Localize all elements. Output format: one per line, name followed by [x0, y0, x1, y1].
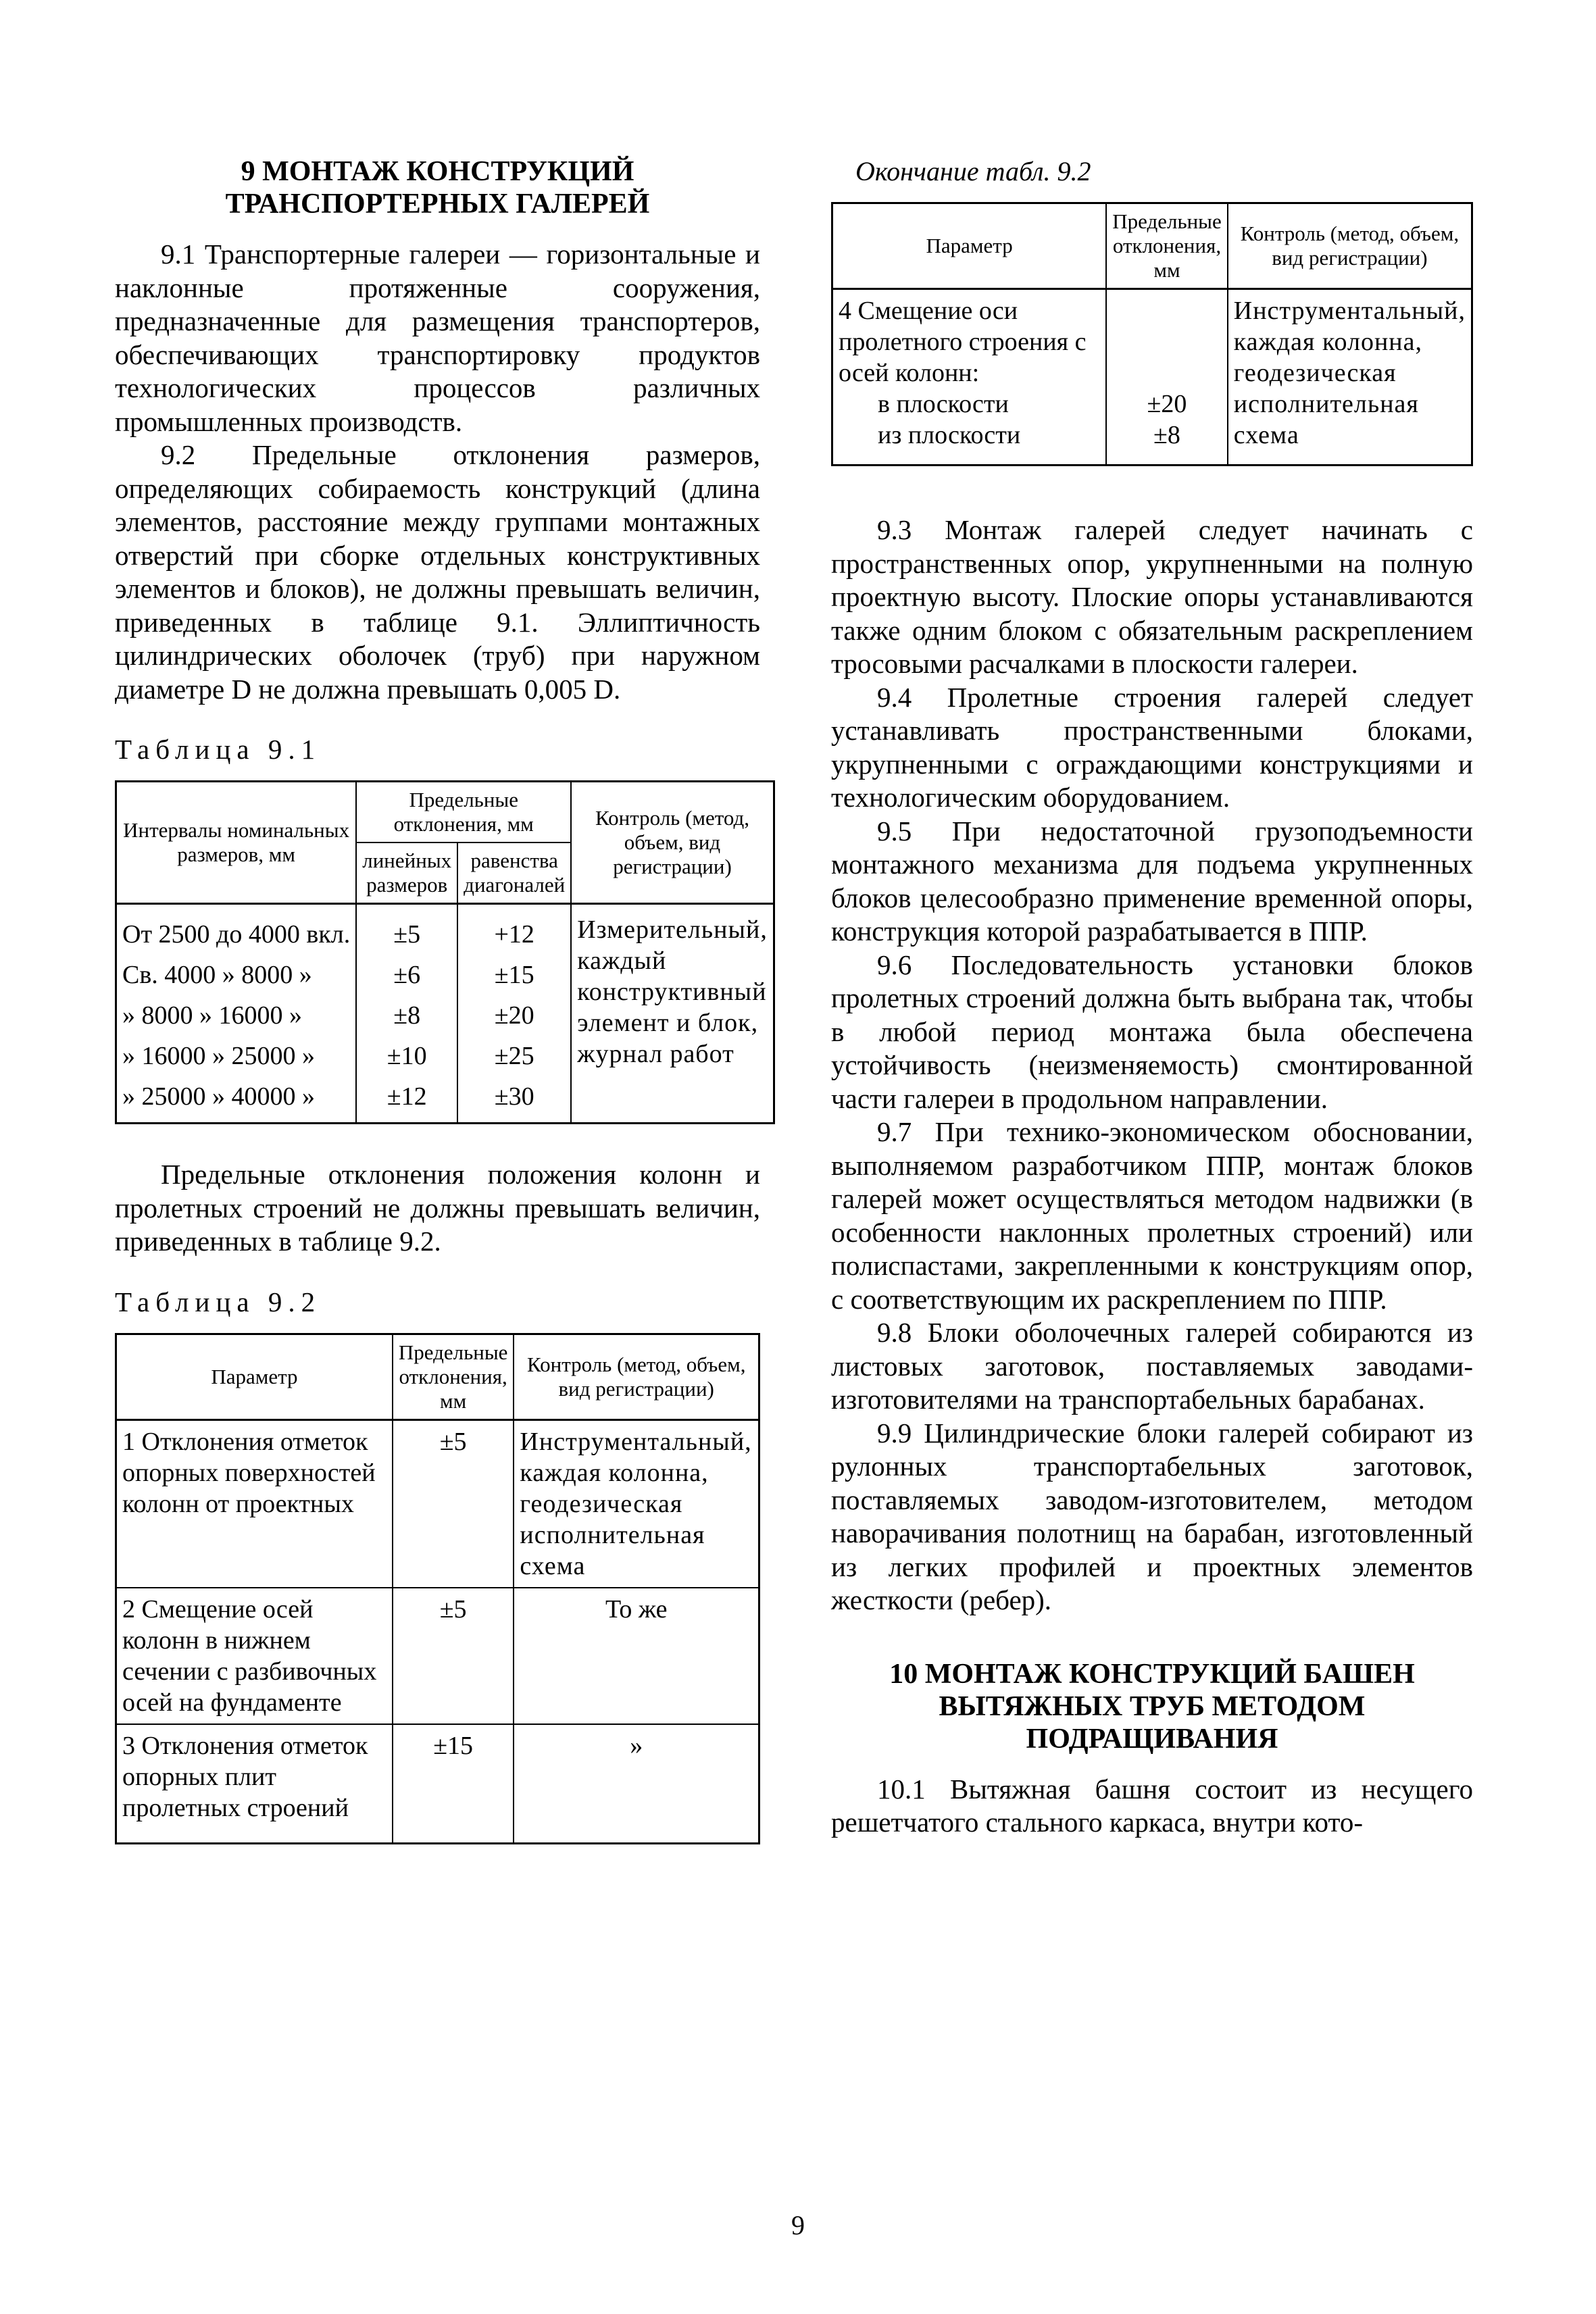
- table-9-2c-param-title: 4 Смещение оси пролетного строения с осей колонн:: [839, 297, 1087, 387]
- table-9-2-header-control: Контроль (метод, объем, вид регистрации): [514, 1334, 759, 1419]
- table-9-1-linear-5: ±12: [386, 1082, 427, 1111]
- paragraph-9-7: 9.7 При технико-экономическом обосновании, выполняемом разработчиком ППР, монтаж блоков галерей может осуществляться методом надвижки (в особенности наклонных пролетных строений) или полиспастами, закрепленными к конструкциям опор, с соответствующим их раскреплением по ППР.: [831, 1116, 1473, 1315]
- table-9-2-param-3: 3 Отклонения отметок опорных плит пролетных строений: [116, 1724, 393, 1844]
- table-9-2-continuation: [831, 202, 1473, 466]
- table-9-2c-header-param: Параметр: [832, 203, 1107, 289]
- table-9-2-limit-3: ±15: [393, 1724, 514, 1844]
- table-9-1-diag-2: ±15: [494, 961, 534, 989]
- right-column: [831, 155, 1473, 1840]
- table-9-2: [115, 1333, 760, 1844]
- table-9-2c-param-inplane: в плоскости: [878, 390, 1009, 418]
- table-row: [116, 1588, 759, 1724]
- paragraph-9-1: 9.1 Транспортерные галереи — горизонтальные и наклонные протяженные сооружения, предназначенные для размещения транспортеров, обеспечивающих транспортировку продуктов технологических процессов различных промышленных производств.: [115, 238, 760, 437]
- table-row: [832, 289, 1472, 466]
- table-9-1-interval-2: Св. 4000 » 8000 »: [122, 961, 312, 989]
- table-9-2c-header-limit: Предельные отклонения, мм: [1106, 203, 1228, 289]
- table-row: [116, 1724, 759, 1844]
- paragraph-9-5: 9.5 При недостаточной грузоподъемности монтажного механизма для подъема укрупненных блоков целесообразно применение временной опоры, конструкция которой разрабатывается в ППР.: [831, 815, 1473, 947]
- paragraph-table-ref: Предельные отклонения положения колонн и пролетных строений не должны превышать величин, приведенных в таблице 9.2.: [115, 1159, 760, 1257]
- paragraph-9-4: 9.4 Пролетные строения галерей следует устанавливать пространственными блоками, укрупненными с ограждающими конструкциями и технологическим оборудованием.: [831, 681, 1473, 813]
- page-number: 9: [791, 2210, 805, 2240]
- paragraph-10-1: 10.1 Вытяжная башня состоит из несущего решетчатого стального каркаса, внутри кото-: [831, 1773, 1473, 1838]
- table-9-1-diag-3: ±20: [494, 1001, 534, 1030]
- table-9-1-diag-5: ±30: [494, 1082, 534, 1111]
- table-9-2c-header-control: Контроль (метод, объем, вид регистрации): [1228, 203, 1472, 289]
- paragraph-9-3: 9.3 Монтаж галерей следует начинать с пространственных опор, укрупненными на полную проектную высоту. Плоские опоры устанавливаются также одним блоком с обязательным раскреплением тросовыми расчалками в плоскости галереи.: [831, 514, 1473, 679]
- table-9-1-linear-2: ±6: [393, 961, 421, 989]
- table-9-2c-limit-outplane: ±8: [1153, 421, 1180, 449]
- paragraph-9-2: 9.2 Предельные отклонения размеров, определяющих собираемость конструкций (длина элементов, расстояние между группами монтажных отверстий при сборке отдельных конструктивных элементов и блоков), не должны превышать величин, приведенных в таблице 9.1. Эллиптичность цилиндрических оболочек (труб) при наружном диаметре D не должна превышать 0,005 D.: [115, 439, 760, 705]
- table-9-1-diag-1: +12: [494, 920, 534, 949]
- table-9-2c-limit-inplane: ±20: [1147, 390, 1187, 418]
- section-9-heading: 9 МОНТАЖ КОНСТРУКЦИЙ ТРАНСПОРТЕРНЫХ ГАЛЕРЕЙ: [225, 156, 650, 220]
- table-9-1: [115, 780, 775, 1124]
- paragraph-9-8: 9.8 Блоки оболочечных галерей собираются из листовых заготовок, поставляемых заводами-изготовителями на транспортабельных барабанах.: [831, 1317, 1473, 1415]
- table-9-2-control-2: То же: [514, 1588, 759, 1724]
- left-column: [115, 155, 768, 1844]
- table-9-1-control: Измерительный, каждый конструктивный элемент и блок, журнал работ: [571, 904, 774, 1124]
- table-9-2-continuation-caption: Окончание табл. 9.2: [855, 156, 1091, 186]
- paragraph-9-6: 9.6 Последовательность установки блоков пролетных строений должна быть выбрана так, чтобы в любой период монтажа была обеспечена устойчивость (неизменяемость) смонтированной части галереи в продольном направлении.: [831, 949, 1473, 1114]
- paragraph-9-9: 9.9 Цилиндрические блоки галерей собирают из рулонных транспортабельных заготовок, поставляемых заводом-изготовителем, методом наворачивания полотнищ на барабан, изготовленный из легких профилей и проектных элементов жесткости (ребер).: [831, 1417, 1473, 1615]
- table-9-1-diag-4: ±25: [494, 1042, 534, 1070]
- table-9-1-header-control: Контроль (метод, объем, вид регистрации): [571, 782, 774, 904]
- table-9-2-control-3: »: [514, 1724, 759, 1844]
- section-10-heading: 10 МОНТАЖ КОНСТРУКЦИЙ БАШЕН ВЫТЯЖНЫХ ТРУБ МЕТОДОМ ПОДРАЩИВАНИЯ: [889, 1658, 1415, 1755]
- table-9-1-header-diag: равенства диагоналей: [457, 842, 571, 904]
- table-9-1-label: Таблица 9.1: [115, 734, 322, 765]
- table-9-2-header-param: Параметр: [116, 1334, 393, 1419]
- table-9-1-linear-1: ±5: [393, 920, 421, 949]
- table-9-2-limit-2: ±5: [393, 1588, 514, 1724]
- table-9-1-interval-3: » 8000 » 16000 »: [122, 1001, 302, 1030]
- table-9-1-linear-4: ±10: [386, 1042, 427, 1070]
- table-9-2-label: Таблица 9.2: [115, 1286, 322, 1317]
- table-9-2-param-1: 1 Отклонения отметок опорных поверхностей колонн от проектных: [116, 1419, 393, 1588]
- table-9-1-header-interval: Интервалы номинальных размеров, мм: [116, 782, 357, 904]
- table-9-2-control-1: Инструментальный, каждая колонна, геодезическая исполнительная схема: [514, 1419, 759, 1588]
- table-row: [116, 1419, 759, 1588]
- table-9-2-header-limit: Предельные отклонения, мм: [393, 1334, 514, 1419]
- table-9-2c-control: Инструментальный, каждая колонна, геодезическая исполнительная схема: [1228, 289, 1472, 466]
- table-9-2-param-2: 2 Смещение осей колонн в нижнем сечении с разбивочных осей на фундаменте: [116, 1588, 393, 1724]
- table-9-2-limit-1: ±5: [393, 1419, 514, 1588]
- table-9-2c-param-outplane: из плоскости: [878, 421, 1021, 449]
- table-9-1-header-limits: Предельные отклонения, мм: [356, 782, 571, 843]
- table-9-1-interval-4: » 16000 » 25000 »: [122, 1042, 315, 1070]
- table-9-1-interval-1: От 2500 до 4000 вкл.: [122, 920, 351, 949]
- table-9-1-header-linear: линейных размеров: [356, 842, 457, 904]
- table-9-1-linear-3: ±8: [393, 1001, 421, 1030]
- table-9-1-interval-5: » 25000 » 40000 »: [122, 1082, 315, 1111]
